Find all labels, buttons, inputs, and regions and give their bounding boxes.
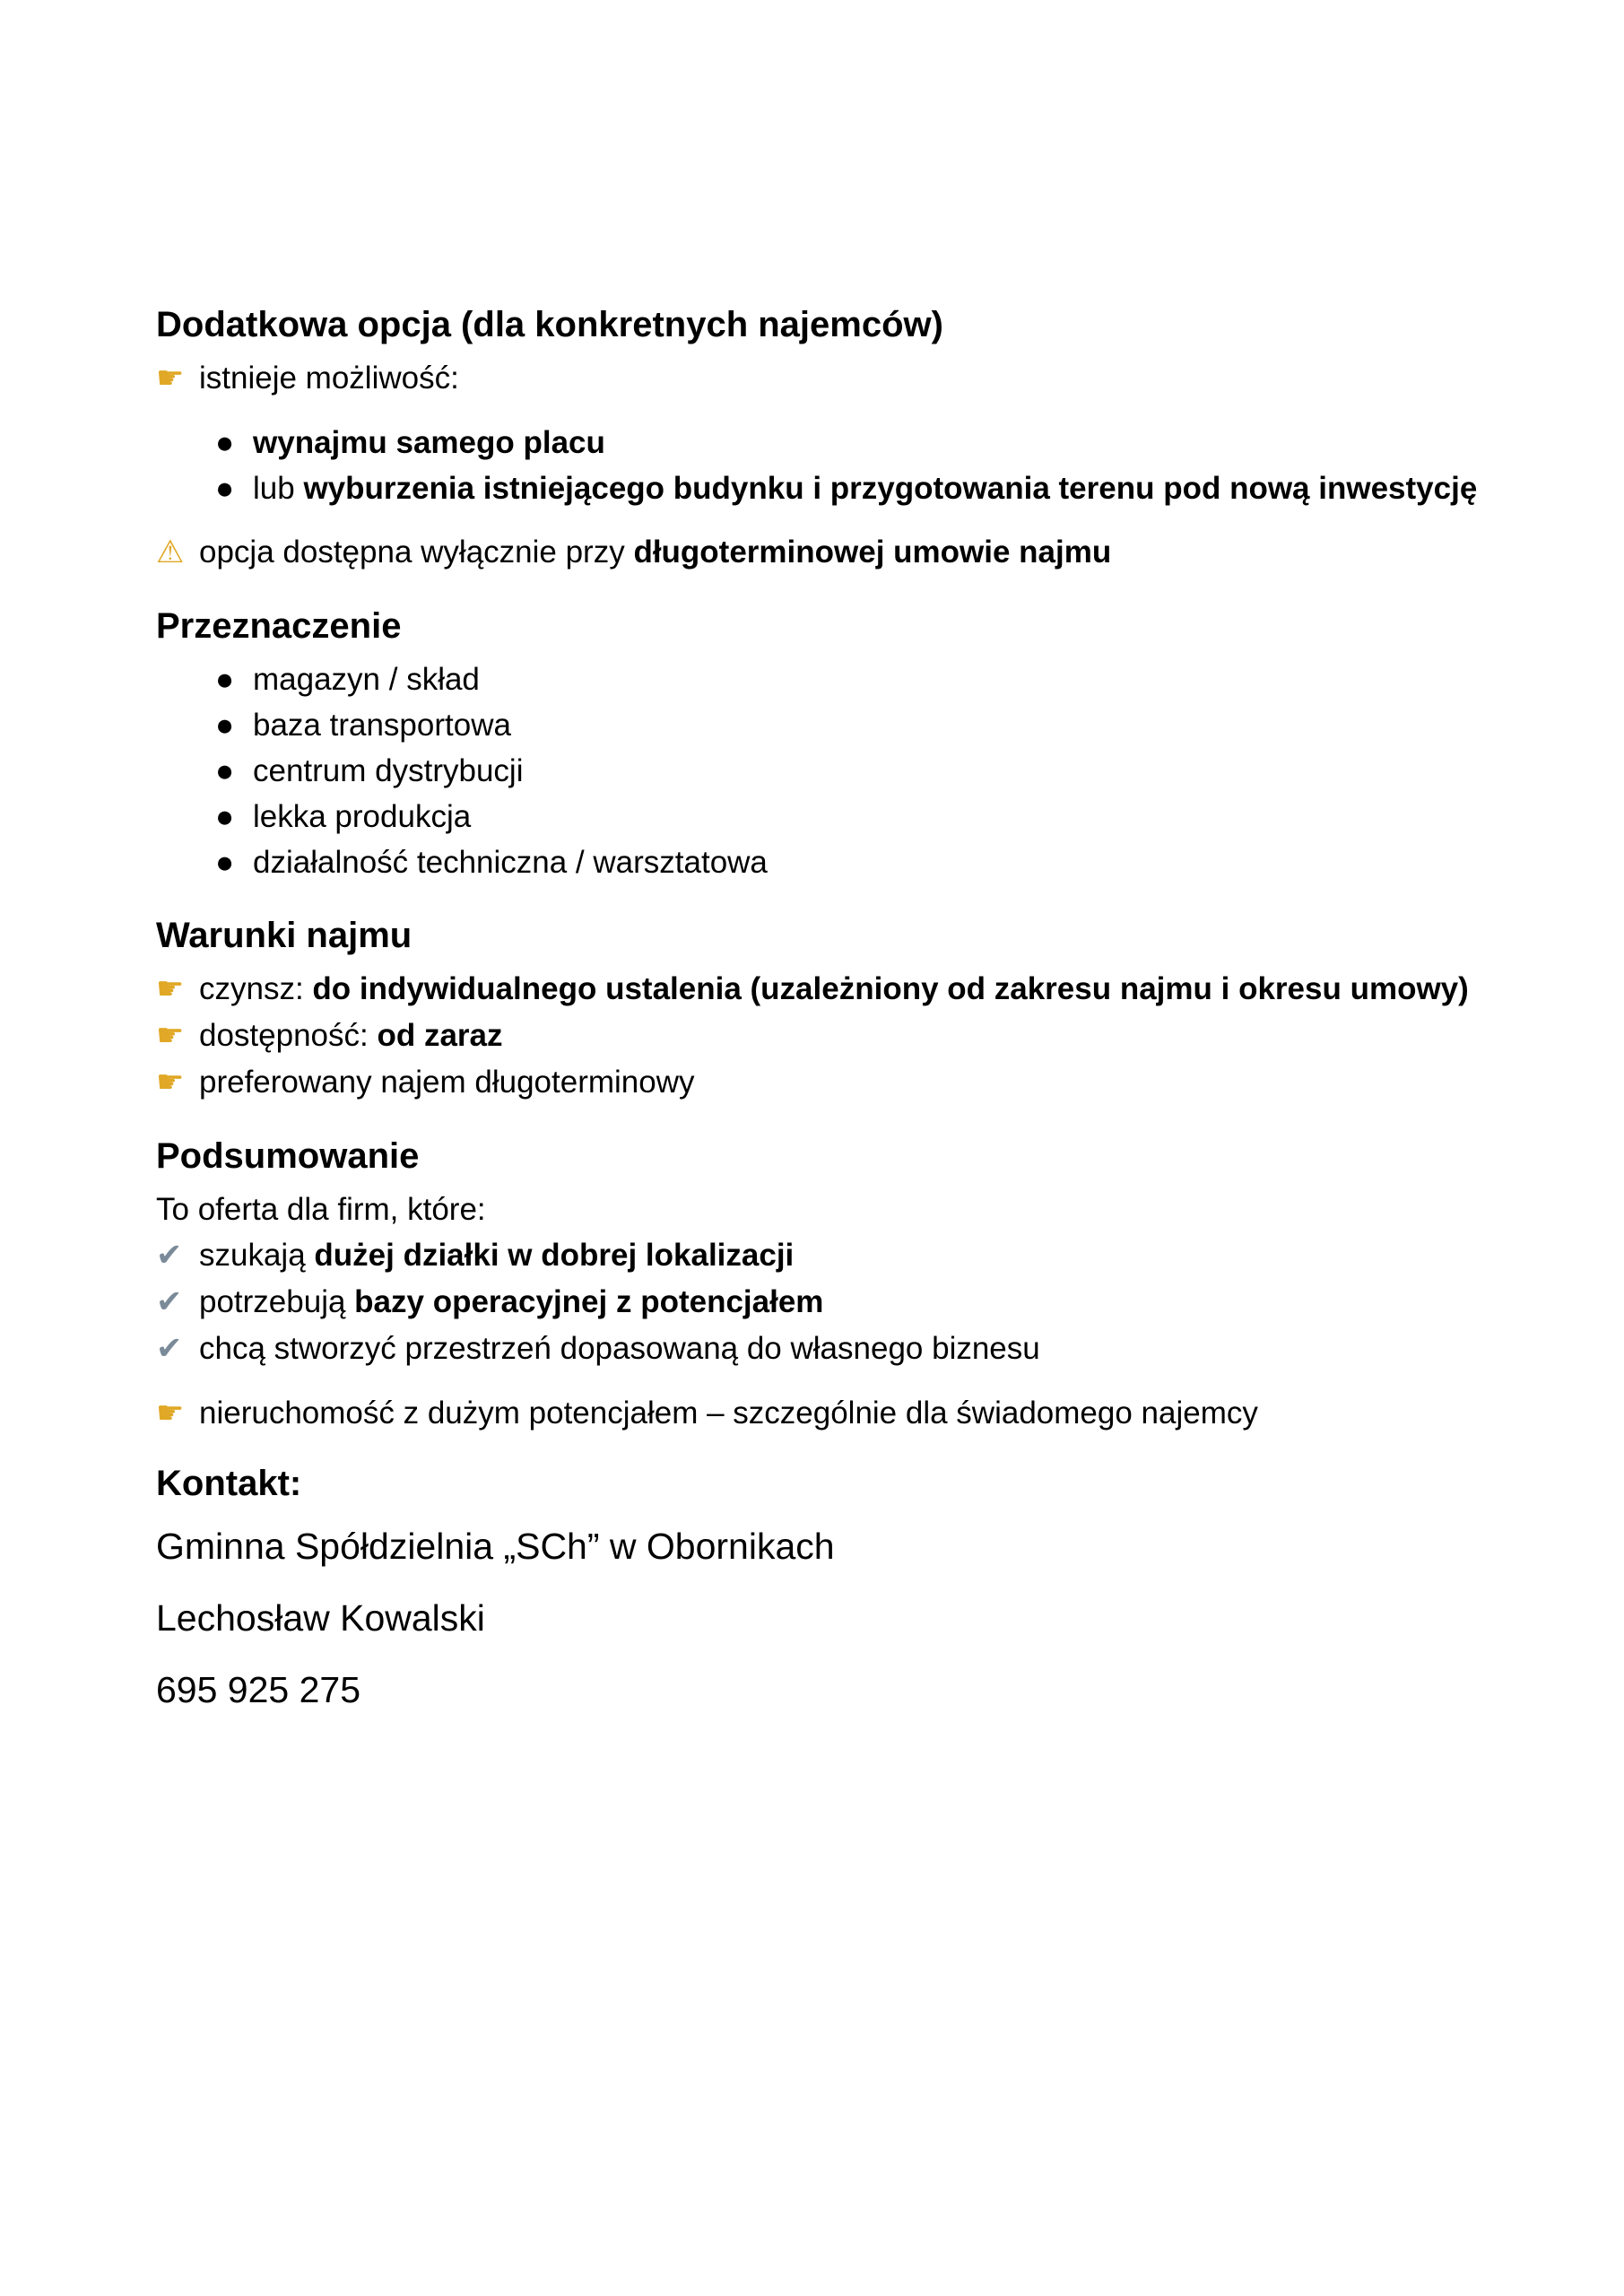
warning-note: ⚠ opcja dostępna wyłącznie przy długoterminowej umowie najmu bbox=[156, 529, 1483, 576]
backhand-index-pointing-right-icon: ☛ bbox=[156, 1018, 185, 1054]
bullet-dot-icon: ● bbox=[215, 753, 235, 788]
list-item: ● lub wyburzenia istniejącego budynku i przygotowania terenu pod nową inwestycję bbox=[156, 465, 1483, 511]
bullet-dot-icon: ● bbox=[215, 799, 235, 834]
list-item: ● baza transportowa bbox=[156, 702, 1483, 748]
list-item: ● działalność techniczna / warsztatowa bbox=[156, 839, 1483, 885]
summary-intro: To oferta dla firm, które: bbox=[156, 1192, 486, 1227]
summary-check-line: ✔ chcą stworzyć przestrzeń dopasowaną do własnego biznesu bbox=[156, 1326, 1483, 1372]
section-title-purpose: Przeznaczenie bbox=[156, 606, 402, 646]
bullet-dot-icon: ● bbox=[215, 471, 235, 506]
preference-line: ☛ preferowany najem długoterminowy bbox=[156, 1059, 1483, 1106]
backhand-index-pointing-right-icon: ☛ bbox=[156, 1396, 185, 1431]
section-title-additional-option: Dodatkowa opcja (dla konkretnych najemców) bbox=[156, 305, 943, 344]
contact-person: Lechosław Kowalski bbox=[156, 1597, 485, 1639]
purpose-list bbox=[156, 657, 1483, 885]
contact-phone: 695 925 275 bbox=[156, 1669, 361, 1710]
backhand-index-pointing-right-icon: ☛ bbox=[156, 971, 185, 1007]
backhand-index-pointing-right-icon: ☛ bbox=[156, 1065, 185, 1100]
list-item: ● lekka produkcja bbox=[156, 794, 1483, 839]
additional-option-intro: ☛ istnieje możliwość: bbox=[156, 355, 1483, 402]
document-content bbox=[156, 300, 1483, 1717]
bullet-dot-icon: ● bbox=[215, 708, 235, 743]
check-mark-icon: ✔ bbox=[156, 1238, 183, 1274]
section-title-summary: Podsumowanie bbox=[156, 1136, 420, 1176]
summary-check-line: ✔ potrzebują bazy operacyjnej z potencjałem bbox=[156, 1279, 1483, 1326]
check-mark-icon: ✔ bbox=[156, 1331, 183, 1367]
list-item: ● magazyn / skład bbox=[156, 657, 1483, 702]
warning-icon: ⚠ bbox=[156, 535, 185, 570]
bullet-dot-icon: ● bbox=[215, 425, 235, 460]
check-mark-icon: ✔ bbox=[156, 1284, 183, 1320]
contact-organization: Gminna Spółdzielnia „SCh” w Obornikach bbox=[156, 1526, 835, 1567]
list-item: ● centrum dystrybucji bbox=[156, 748, 1483, 794]
rent-line: ☛ czynsz: do indywidualnego ustalenia (uzależniony od zakresu najmu i okresu umowy) bbox=[156, 966, 1483, 1013]
list-item: ● wynajmu samego placu bbox=[156, 420, 1483, 465]
section-title-contact: Kontakt: bbox=[156, 1464, 302, 1503]
summary-note: ☛ nieruchomość z dużym potencjałem – szczególnie dla świadomego najemcy bbox=[156, 1390, 1483, 1437]
summary-check-line: ✔ szukają dużej działki w dobrej lokalizacji bbox=[156, 1232, 1483, 1279]
additional-option-list bbox=[156, 420, 1483, 511]
availability-line: ☛ dostępność: od zaraz bbox=[156, 1013, 1483, 1059]
backhand-index-pointing-right-icon: ☛ bbox=[156, 361, 185, 396]
bullet-dot-icon: ● bbox=[215, 662, 235, 697]
bullet-dot-icon: ● bbox=[215, 845, 235, 880]
section-title-rental-terms: Warunki najmu bbox=[156, 916, 413, 955]
